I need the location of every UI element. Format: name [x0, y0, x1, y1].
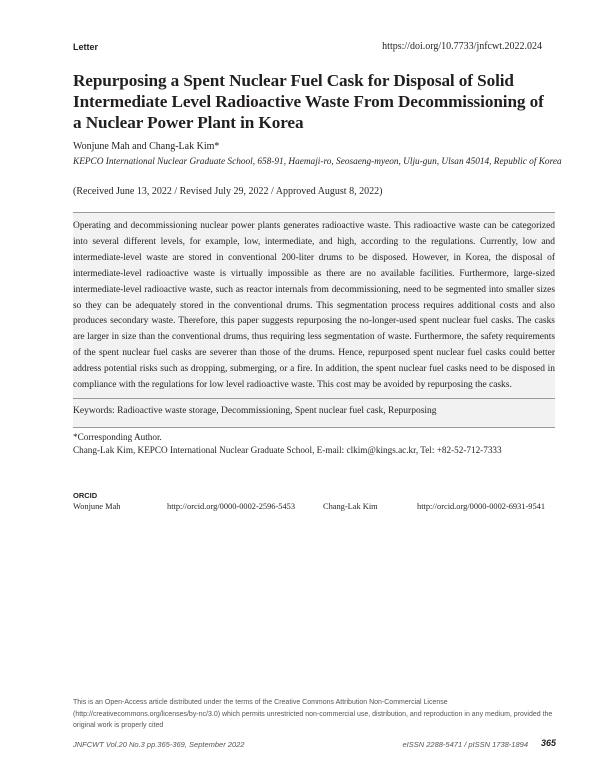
- orcid-link[interactable]: http://orcid.org/0000-0002-2596-5453: [167, 502, 296, 511]
- corresponding-author-label: *Corresponding Author.: [73, 432, 162, 442]
- affiliation: KEPCO International Nuclear Graduate School, 658-91, Haemaji-ro, Seosaeng-myeon, Ulju-gun, Ulsan 45014, Republic of Korea: [73, 157, 562, 167]
- orcid-author-name: Wonjune Mah: [73, 502, 121, 511]
- orcid-heading: ORCID: [73, 491, 98, 500]
- abstract-text: Operating and decommissioning nuclear power plants generates radioactive waste. This radioactive waste can be categorized into several different levels, for example, low, intermediate, and high, according to the regulations. Currently, low and intermediate-level waste are stored in conventional 200-liter drums to be disposed. However, in Korea, the disposal of intermediate-level radioactive waste is virtually impossible as there are no available facilities. Furthermore, large-sized intermediate-level radioactive waste, such as reactor internals from decommissioning, need to be segmented into smaller sizes so they can be adequately stored in the conventional drums. This segmentation process requires additional costs and also produces secondary waste. Therefore, this paper suggests repurposing the no-longer-used spent nuclear fuel casks. The casks are larger in size than the conventional drums, thus requiring less segmentation of waste. Furthermore, the safety requirements of the spent nuclear fuel casks are severer than those of the drums. Hence, repurposed spent nuclear fuel casks could better address potential risks such as dropping, submerging, or a fire. In addition, the spent nuclear fuel casks need to be disposed in compliance with the regulations for low level radioactive waste. This cost may be avoided by repurposing the casks.: [73, 221, 555, 391]
- keywords-divider: [73, 398, 555, 399]
- corresponding-author-info: Chang-Lak Kim, KEPCO International Nuclear Graduate School, E-mail: clkim@kings.ac.kr, Tel: +82-52-712-7333: [73, 445, 502, 455]
- paper-title: Repurposing a Spent Nuclear Fuel Cask for Disposal of Solid Intermediate Level Radioactive Waste From Decommissioning of a Nuclear Power Plant in Korea: [73, 71, 544, 132]
- license-notice: This is an Open-Access article distributed under the terms of the Creative Commons Attribution Non-Commercial License (http://creativecommons.org/licenses/by-nc/3.0) which permits unrestricted non-commercial use, distribution, and reproduction in any medium, provided the original work is properly cited: [73, 699, 553, 729]
- page-number: 365: [540, 738, 556, 748]
- section-label: Letter: [73, 42, 99, 52]
- received-dates: (Received June 13, 2022 / Revised July 29, 2022 / Approved August 8, 2022): [73, 186, 383, 197]
- orcid-link[interactable]: http://orcid.org/0000-0002-6931-9541: [417, 502, 546, 511]
- keywords: Keywords: Radioactive waste storage, Decommissioning, Spent nuclear fuel cask, Repurposing: [73, 406, 437, 416]
- author-list: Wonjune Mah and Chang-Lak Kim*: [73, 141, 220, 152]
- issn-info: eISSN 2288-5471 / pISSN 1738-1894: [402, 740, 528, 749]
- journal-citation: JNFCWT Vol.20 No.3 pp.365-369, September 2022: [73, 740, 245, 749]
- orcid-author-name: Chang-Lak Kim: [323, 502, 378, 511]
- doi-link[interactable]: https://doi.org/10.7733/jnfcwt.2022.024: [382, 41, 542, 52]
